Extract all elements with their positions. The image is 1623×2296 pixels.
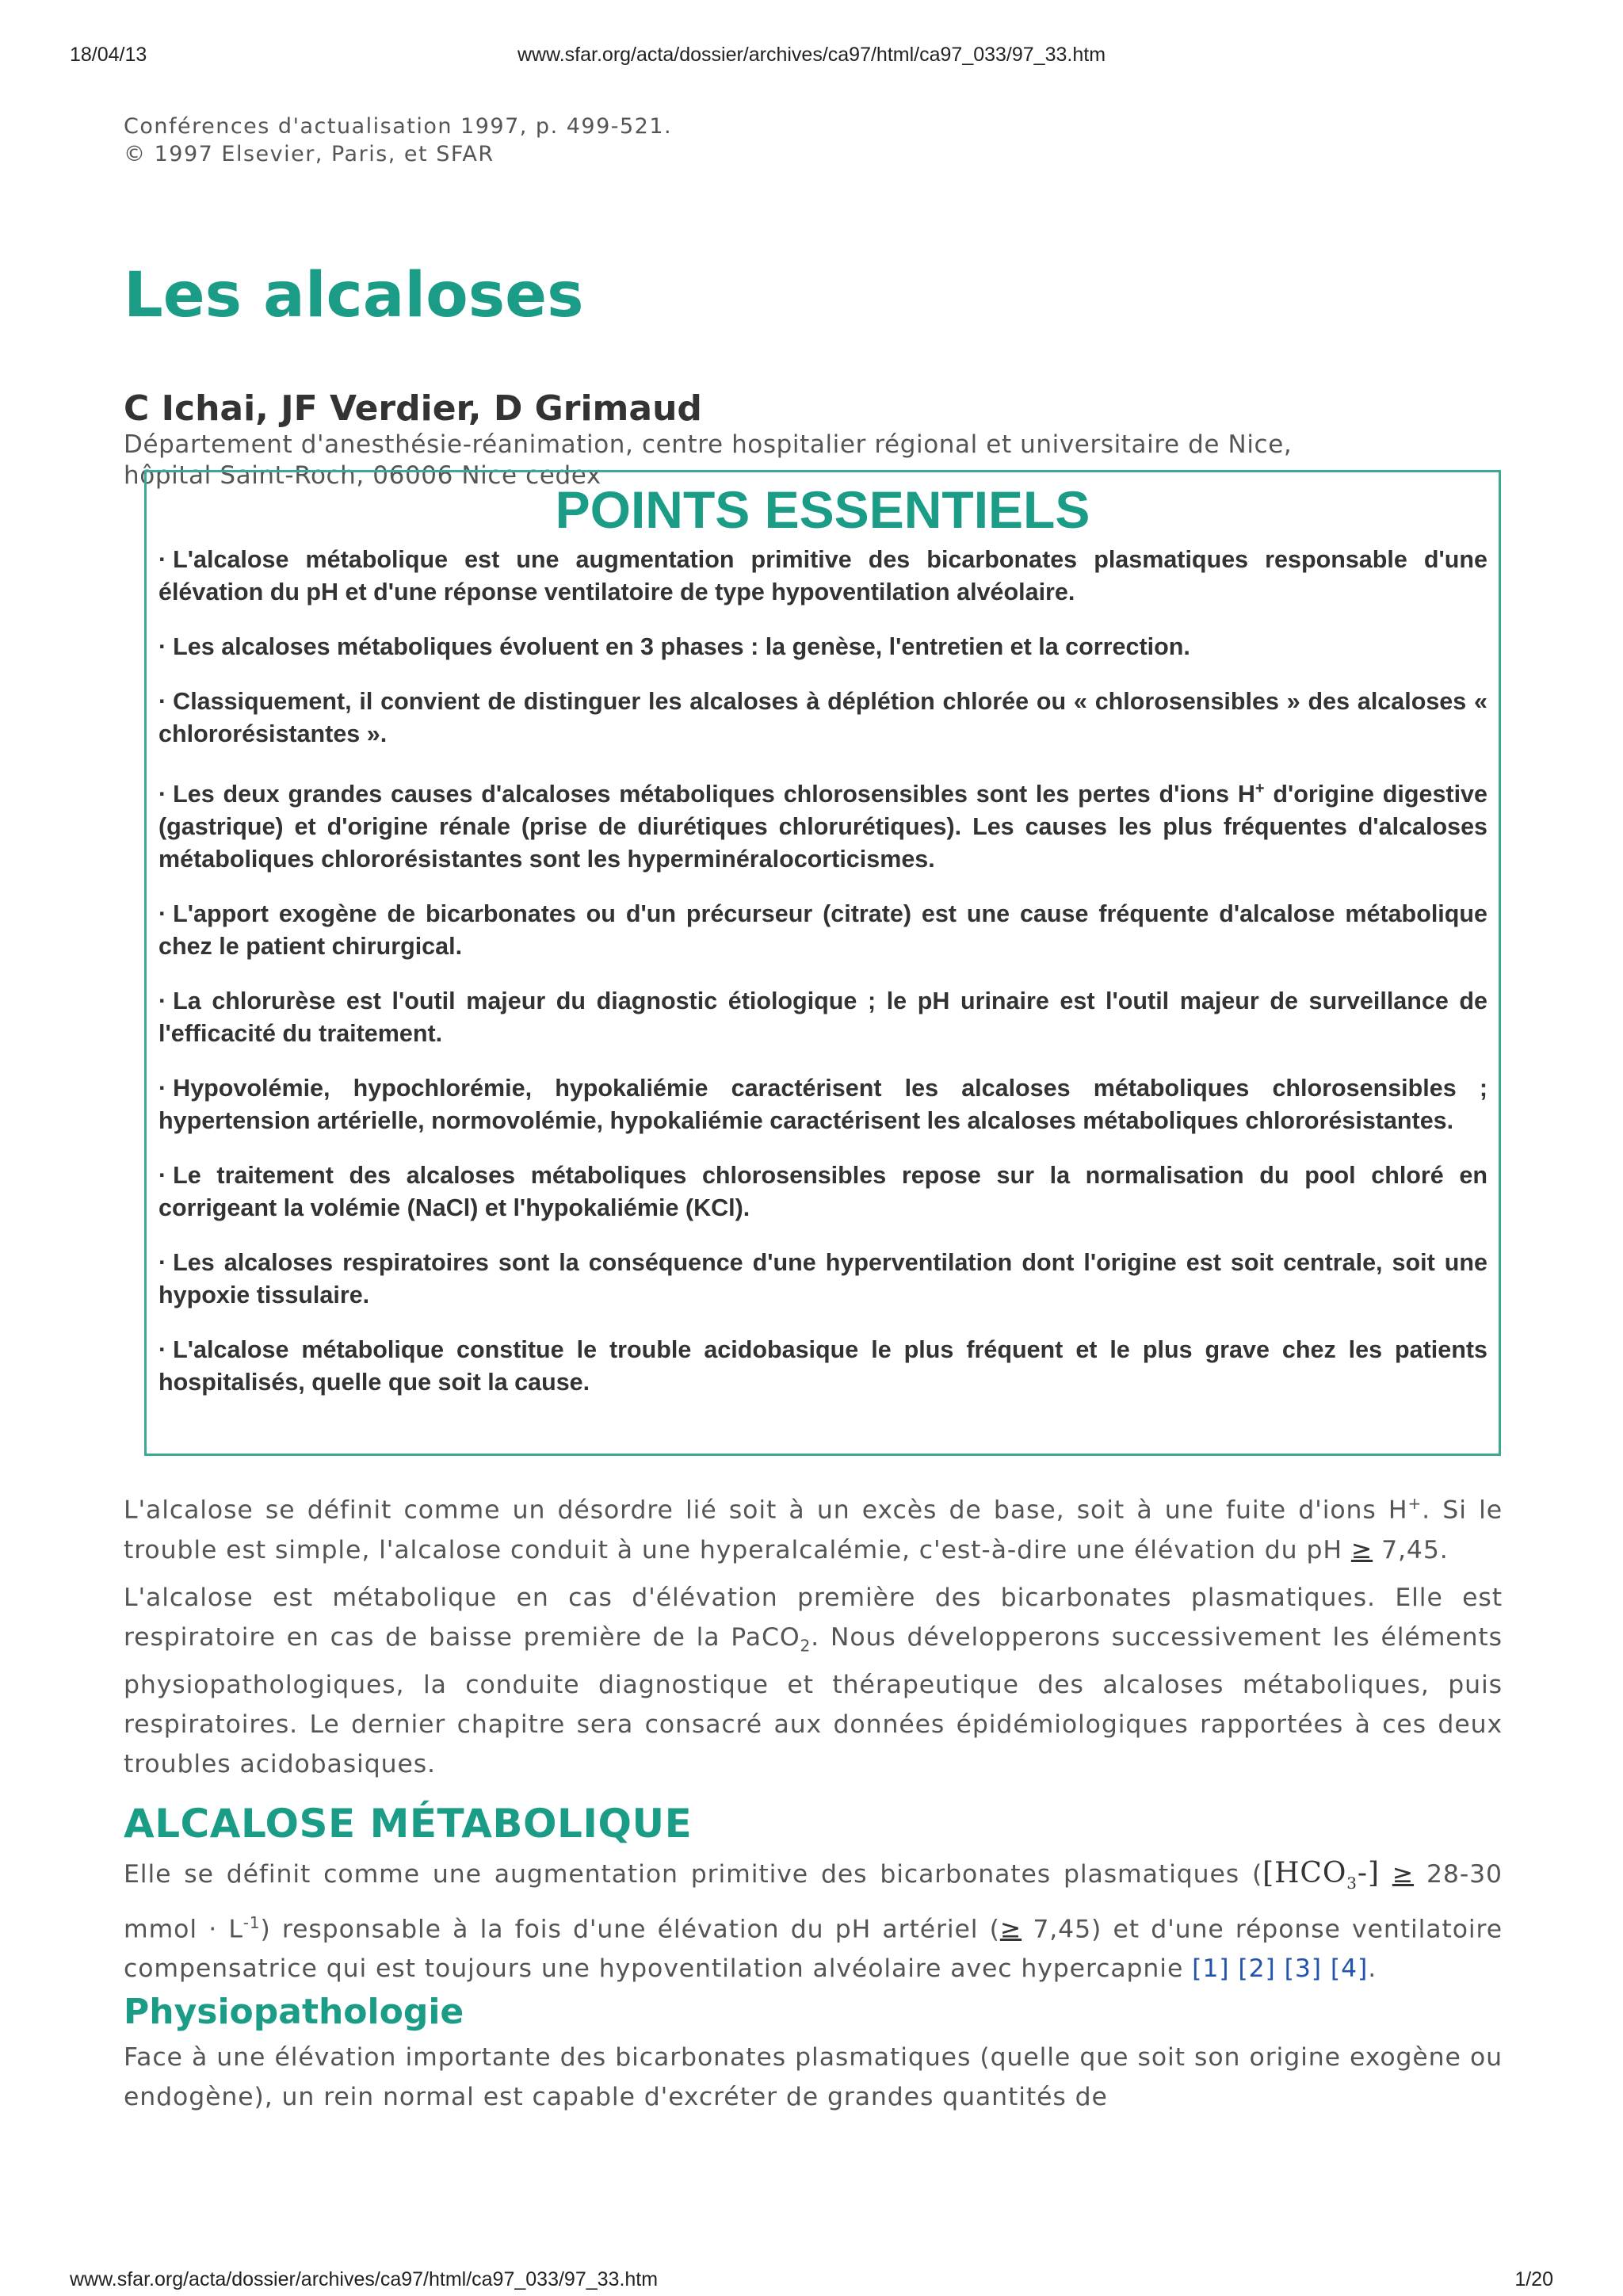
footer-url: www.sfar.org/acta/dossier/archives/ca97/html/ca97_033/97_33.htm: [70, 2268, 659, 2290]
reference-link-3[interactable]: [3]: [1284, 1954, 1322, 1984]
key-point: · Le traitement des alcaloses métaboliques chlorosensibles repose sur la normalisation du pool chloré en corrigeant la volémie (NaCl) et l'hypokaliémie (KCl).: [158, 1162, 1487, 1222]
article-body: [124, 1484, 1503, 2125]
bullet-icon: ·: [158, 1162, 167, 1190]
key-point: · L'apport exogène de bicarbonates ou d'un précurseur (citrate) est une cause fréquente d'alcalose métabolique chez le patient chirurgical.: [158, 900, 1487, 961]
page-number: 1/20: [1514, 2268, 1553, 2290]
intro-paragraph-2: L'alcalose est métabolique en cas d'élévation première des bicarbonates plasmatiques. Elle est respiratoire en cas de baisse première de la PaCO$_2$. Nous développerons successivement les éléments physiopathologiques, la conduite diagnostique et thérapeutique des alcaloses métaboliques, puis respiratoires. Le dernier chapitre sera consacré aux données épidémiologiques rapportées à ces deux troubles acidobasiques.: [124, 1583, 1503, 1778]
authors: C Ichai, JF Verdier, D Grimaud: [124, 388, 702, 429]
bullet-icon: ·: [158, 988, 167, 1015]
reference-link-4[interactable]: [4]: [1330, 1954, 1369, 1984]
greater-equal-symbol: ≥: [1350, 1535, 1373, 1564]
greater-equal-symbol: ≥: [999, 1915, 1022, 1944]
affiliation-line-1: Département d'anesthésie-réanimation, centre hospitalier régional et universitaire de Nice,: [124, 430, 1293, 459]
section-heading-alcalose-metabolique: ALCALOSE MÉTABOLIQUE: [124, 1800, 693, 1847]
hco3-formula: $[HCO_3-]$: [1262, 1856, 1380, 1893]
key-points-box: [144, 470, 1501, 1456]
page-title: Les alcaloses: [124, 260, 584, 331]
intro-paragraph-1: L'alcalose se définit comme un désordre lié soit à un excès de base, soit à une fuite d'ions H+. Si le trouble est simple, l'alcalose conduit à une hyperalcalémie, c'est-à-dire une élévation du pH ≥ 7,45.: [124, 1494, 1503, 1564]
key-point: · Les alcaloses métaboliques évoluent en 3 phases : la genèse, l'entretien et la correction.: [158, 633, 1190, 660]
key-points-list: [147, 544, 1499, 1399]
bullet-icon: ·: [158, 546, 167, 573]
bullet-icon: ·: [158, 633, 167, 660]
article-header: [124, 113, 1503, 491]
conference-line-1: Conférences d'actualisation 1997, p. 499-521.: [124, 114, 673, 139]
key-point: · Les alcaloses respiratoires sont la conséquence d'une hyperventilation dont l'origine est soit centrale, soit une hypoxie tissulaire.: [158, 1249, 1487, 1309]
bullet-icon: ·: [158, 1075, 167, 1102]
physiopathologie-paragraph: Face à une élévation importante des bicarbonates plasmatiques (quelle que soit son origine exogène ou endogène), un rein normal est capable d'excréter de grandes quantités de: [124, 2043, 1503, 2112]
bullet-icon: ·: [158, 900, 167, 928]
conference-line-2: © 1997 Elsevier, Paris, et SFAR: [124, 142, 495, 166]
bullet-icon: ·: [158, 688, 167, 715]
reference-link-1[interactable]: [1]: [1192, 1954, 1230, 1984]
subsection-heading-physiopathologie: Physiopathologie: [124, 1992, 464, 2033]
definition-paragraph: Elle se définit comme une augmentation primitive des bicarbonates plasmatiques ($[HCO_3-] \ge 28-30$ mmol · $L^{-1}$) responsable à la fois d'une élévation du pH artériel (≥ 7,45) et d'une réponse ventilatoire compensatrice qui est toujours une hypoventilation alvéolaire avec hypercapnie [1] [2] [3] [4].: [124, 1856, 1503, 1984]
key-point: · L'alcalose métabolique est une augmentation primitive des bicarbonates plasmatiques responsable d'une élévation du pH et d'une réponse ventilatoire de type hypoventilation alvéolaire.: [158, 546, 1487, 606]
key-point: · L'alcalose métabolique constitue le trouble acidobasique le plus fréquent et le plus grave chez les patients hospitalisés, quelle que soit la cause.: [158, 1336, 1487, 1396]
key-point: · Les deux grandes causes d'alcaloses métaboliques chlorosensibles sont les pertes d'ions H+ d'origine digestive (gastrique) et d'origine rénale (prise de diurétiques chlorurétiques). Les causes les plus fréquentes d'alcaloses métaboliques chlororésistantes sont les hyperminéralocorticismes.: [158, 780, 1487, 873]
key-point: · Hypovolémie, hypochlorémie, hypokaliémie caractérisent les alcaloses métaboliques chlorosensibles ; hypertension artérielle, normovolémie, hypokaliémie caractérisent les alcaloses métaboliques chlororésistantes.: [158, 1075, 1487, 1135]
bullet-icon: ·: [158, 1249, 167, 1277]
greater-equal-symbol: ≥: [1392, 1859, 1415, 1889]
reference-link-2[interactable]: [2]: [1238, 1954, 1276, 1984]
header-url: www.sfar.org/acta/dossier/archives/ca97/html/ca97_033/97_33.htm: [517, 44, 1106, 66]
print-date: 18/04/13: [70, 44, 147, 66]
affiliation-line-2: hôpital Saint-Roch, 06006 Nice cedex: [124, 461, 601, 490]
bullet-icon: ·: [158, 781, 167, 808]
key-point: · La chlorurèse est l'outil majeur du diagnostic étiologique ; le pH urinaire est l'outil majeur de surveillance de l'efficacité du traitement.: [158, 988, 1487, 1048]
key-point: · Classiquement, il convient de distinguer les alcaloses à déplétion chlorée ou « chlorosensibles » des alcaloses « chlororésistantes ».: [158, 688, 1487, 747]
bullet-icon: ·: [158, 1336, 167, 1364]
key-points-heading: POINTS ESSENTIELS: [555, 480, 1090, 539]
